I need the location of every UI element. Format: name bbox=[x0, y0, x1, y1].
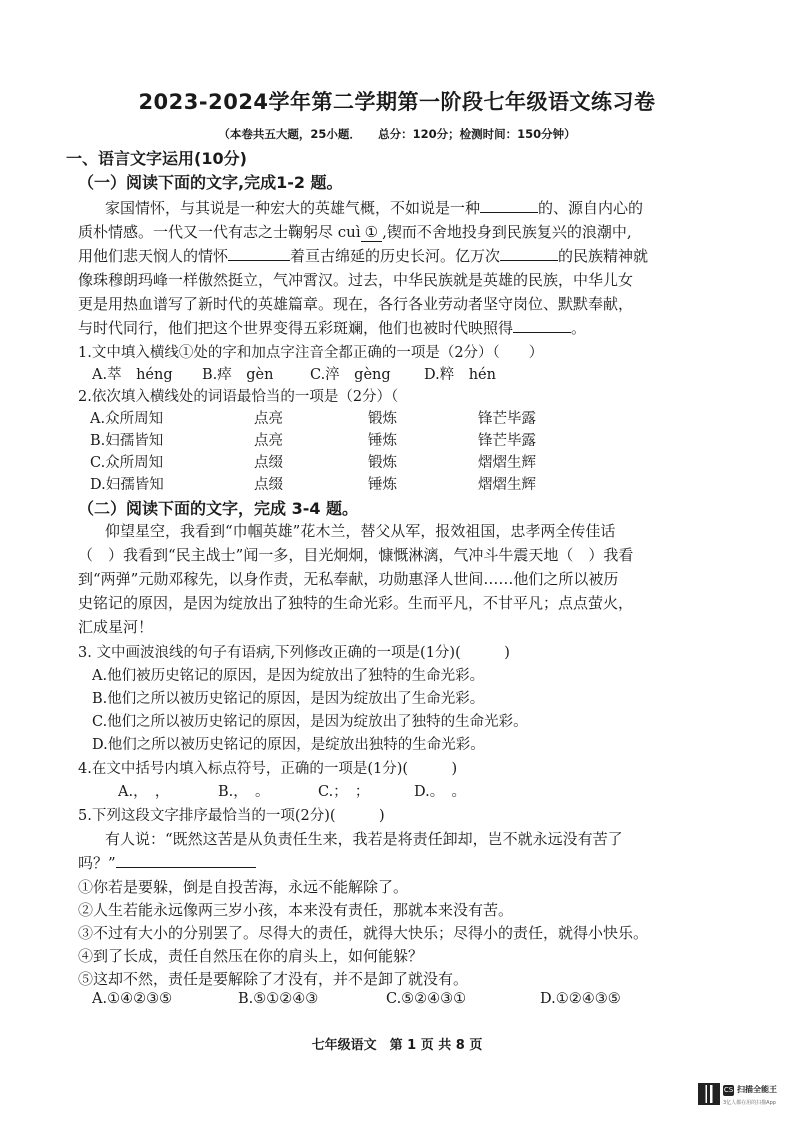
q2-row-a-col3: 锻炼 bbox=[368, 411, 397, 427]
question-5-option-b: B.⑤①②④③ bbox=[238, 991, 319, 1007]
question-4-option-c: C.； ； bbox=[318, 784, 370, 800]
scanner-logo-icon: CS bbox=[723, 1086, 734, 1094]
q2-row-a-col1: A.众所周知 bbox=[90, 411, 164, 427]
q5-intro-line1: 有人说：“既然这苦是从负责任生来，我若是将责任卸却，岂不就永远没有苦了 bbox=[105, 830, 623, 848]
q5-intro-line2: 吗？” bbox=[78, 852, 256, 873]
part2-heading: （二）阅读下面的文字，完成 3-4 题。 bbox=[78, 499, 359, 518]
passage2-line1: 仰望星空，我看到“巾帼英雄”花木兰，替父从军，报效祖国，忠孝两全传佳话 bbox=[105, 522, 616, 540]
question-1-option-a: A.萃 héng bbox=[92, 367, 173, 383]
question-1-option-b: B.瘁 gèn bbox=[202, 367, 274, 383]
q5-item-4: ④到了长成，责任自然压在你的肩头上，如何能躲？ bbox=[78, 947, 424, 965]
q2-row-b-col4: 锋芒毕露 bbox=[478, 433, 536, 449]
q2-row-d-col2: 点缀 bbox=[254, 477, 283, 493]
passage1-line3: 用他们悲天悯人的情怀 着亘古绵延的历史长河。亿万次 的民族精神就 bbox=[78, 247, 649, 265]
q2-row-c-col2: 点缀 bbox=[254, 455, 283, 471]
exam-title: 2023-2024学年第二学期第一阶段七年级语文练习卷 bbox=[138, 90, 656, 114]
q2-row-d-col4: 熠熠生辉 bbox=[478, 477, 536, 493]
q2-row-a-col4: 锋芒毕露 bbox=[478, 411, 536, 427]
question-5-stem: 5.下列这段文字排序最恰当的一项(2分)( ) bbox=[78, 808, 385, 824]
page-footer: 七年级语文 第 1 页 共 8 页 bbox=[311, 1038, 483, 1053]
scanner-watermark-name: 扫描全能王 bbox=[737, 1085, 777, 1094]
passage1-line4: 像珠穆朗玛峰一样傲然挺立，气冲霄汉。过去，中华民族就是英雄的民族，中华儿女 bbox=[78, 271, 634, 289]
q5-item-1: ①你若是要躲，倒是自投苦海，永远不能解除了。 bbox=[78, 878, 409, 896]
passage1-line2: 质朴情感。一代又一代有志之士鞠躬尽 cuì ① ,锲而不舍地投身到民族复兴的浪潮中, bbox=[78, 223, 632, 241]
question-4-option-b: B.， 。 bbox=[218, 784, 270, 800]
q5-item-2: ②人生若能永远像两三岁小孩，本来没有责任，那就本来没有苦。 bbox=[78, 901, 514, 919]
scanner-watermark-tagline: 3亿人都在用的扫描App bbox=[723, 1100, 776, 1106]
passage1-line1: 家国情怀，与其说是一种宏大的英雄气概，不如说是一种 的、源自内心的 bbox=[105, 199, 644, 217]
passage2-line3: 到“两弹”元勋邓稼先，以身作责，无私奉献，功勋惠泽人世间……他们之所以被历 bbox=[78, 570, 619, 588]
question-2-stem: 2.依次填入横线处的词语最恰当的一项是（2分）（ bbox=[78, 389, 399, 405]
question-5-option-d: D.①②④③⑤ bbox=[540, 991, 621, 1007]
q2-row-c-col4: 熠熠生辉 bbox=[478, 455, 536, 471]
question-5-option-c: C.⑤②④③① bbox=[386, 991, 467, 1007]
passage1-line6: 与时代同行，他们把这个世界变得五彩斑斓，他们也被时代映照得 。 bbox=[78, 319, 587, 337]
question-3-option-b: B.他们之所以被历史铭记的原因，是因为绽放出了生命光彩。 bbox=[92, 691, 485, 707]
question-4-option-d: D.。 。 bbox=[414, 784, 466, 800]
q5-item-5: ⑤这却不然，责任是要解除了才没有，并不是卸了就没有。 bbox=[78, 970, 469, 988]
question-3-option-a: A.他们被历史铭记的原因，是因为绽放出了独特的生命光彩。 bbox=[92, 668, 485, 684]
question-3-stem: 3. 文中画波浪线的句子有语病,下列修改正确的一项是(1分)( ) bbox=[78, 645, 510, 661]
question-1-stem: 1.文中填入横线①处的字和加点字注音全都正确的一项是（2分）（ ） bbox=[78, 345, 544, 361]
question-4-option-a: A.， ， bbox=[118, 784, 170, 800]
q2-row-b-col1: B.妇孺皆知 bbox=[90, 433, 164, 449]
q2-row-c-col1: C.众所周知 bbox=[90, 455, 164, 471]
qr-code-icon bbox=[698, 1083, 720, 1105]
q2-row-d-col1: D.妇孺皆知 bbox=[90, 477, 164, 493]
part1-heading: （一）阅读下面的文字,完成1-2 题。 bbox=[78, 173, 343, 192]
q2-row-b-col3: 锤炼 bbox=[368, 433, 397, 449]
passage2-line5: 汇成星河！ bbox=[78, 618, 154, 636]
passage1-line5: 更是用热血谱写了新时代的英雄篇章。现在，各行各业劳动者坚守岗位、默默奉献， bbox=[78, 295, 634, 313]
question-1-option-d: D.粹 hén bbox=[424, 367, 496, 383]
passage2-line4: 史铭记的原因，是因为绽放出了独特的生命光彩。生而平凡，不甘平凡；点点萤火， bbox=[78, 594, 634, 612]
exam-subtitle: （本卷共五大题，25小题． 总分：120分；检测时间：150分钟） bbox=[218, 127, 576, 141]
q2-row-b-col2: 点亮 bbox=[254, 433, 283, 449]
q5-item-3: ③不过有大小的分别罢了。尽得大的责任，就得大快乐；尽得小的责任，就得小快乐。 bbox=[78, 924, 649, 942]
question-3-option-c: C.他们之所以被历史铭记的原因，是因为绽放出了独特的生命光彩。 bbox=[92, 714, 528, 730]
q2-row-a-col2: 点亮 bbox=[254, 411, 283, 427]
question-4-stem: 4.在文中括号内填入标点符号，正确的一项是(1分)( ) bbox=[78, 761, 458, 777]
question-3-option-d: D.他们之所以被历史铭记的原因，是绽放出独特的生命光彩。 bbox=[92, 737, 485, 753]
question-5-option-a: A.①④②③⑤ bbox=[92, 991, 173, 1007]
passage2-line2: （ ）我看到“民主战士”闻一多，目光炯炯，慷慨淋漓，气冲斗牛震天地（ ）我看 bbox=[78, 546, 634, 564]
question-1-option-c: C.淬 gèng bbox=[310, 367, 391, 383]
q2-row-c-col3: 锻炼 bbox=[368, 455, 397, 471]
section-heading: 一、语言文字运用(10分) bbox=[66, 149, 247, 168]
q2-row-d-col3: 锤炼 bbox=[368, 477, 397, 493]
